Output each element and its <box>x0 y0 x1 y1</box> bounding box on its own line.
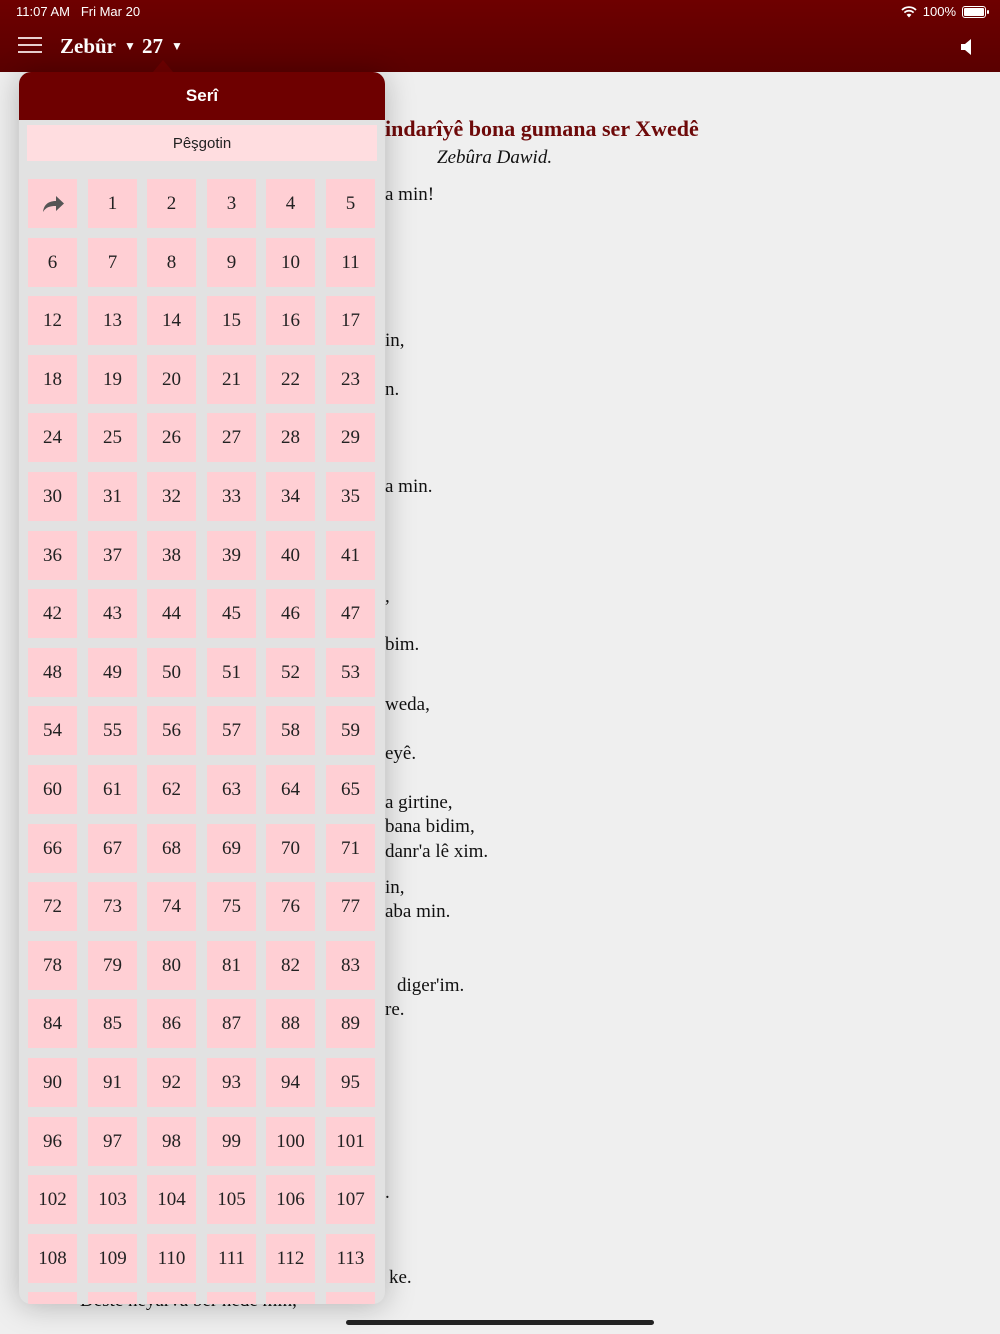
verse-line: . <box>385 1182 390 1203</box>
chapter-cell[interactable] <box>147 179 196 228</box>
chapter-number: 11 <box>341 251 360 273</box>
caret-down-icon: ▼ <box>124 39 136 53</box>
chapter-number: 69 <box>222 837 241 859</box>
chapter-cell[interactable] <box>326 999 375 1048</box>
chapter-cell[interactable] <box>147 648 196 697</box>
chapter-label: 27 <box>142 34 163 58</box>
chapter-cell[interactable] <box>326 296 375 345</box>
chapter-cell-partial[interactable] <box>266 1292 315 1304</box>
chapter-number: 93 <box>222 1071 241 1093</box>
chapter-cell[interactable] <box>147 238 196 287</box>
chapter-number: 34 <box>281 485 300 507</box>
chapter-number: 89 <box>341 1012 360 1034</box>
chapter-number: 78 <box>43 954 62 976</box>
verse-line: bana bidim, <box>385 816 475 837</box>
chapter-cell[interactable] <box>88 1058 137 1107</box>
chapter-cell[interactable] <box>28 941 77 990</box>
chapter-number: 24 <box>43 426 62 448</box>
chapter-number: 82 <box>281 954 300 976</box>
chapter-cell[interactable] <box>147 706 196 755</box>
verse-line: , <box>385 586 390 607</box>
chapter-number: 96 <box>43 1130 62 1152</box>
chapter-cell[interactable] <box>207 1117 256 1166</box>
chapter-cell-partial[interactable] <box>147 1292 196 1304</box>
chapter-cell[interactable] <box>326 1234 375 1283</box>
chapter-cell[interactable] <box>326 1058 375 1107</box>
chapter-cell[interactable] <box>147 1175 196 1224</box>
status-time-label: 11:07 AM <box>16 4 70 19</box>
chapter-number: 44 <box>162 602 181 624</box>
chapter-number: 1 <box>107 192 118 214</box>
chapter-cell[interactable] <box>88 179 137 228</box>
chapter-cell[interactable] <box>326 238 375 287</box>
chapter-number: 94 <box>281 1071 300 1093</box>
verse-line: in, <box>385 877 405 898</box>
chapter-cell[interactable] <box>88 413 137 462</box>
chapter-cell[interactable] <box>147 1058 196 1107</box>
chapter-number: 107 <box>336 1188 365 1210</box>
chapter-number: 37 <box>103 544 122 566</box>
chapter-number: 95 <box>341 1071 360 1093</box>
chapter-cell[interactable] <box>326 355 375 404</box>
battery-percent: 100% <box>922 4 956 19</box>
chapter-cell[interactable] <box>266 1058 315 1107</box>
chapter-number: 62 <box>162 778 181 800</box>
verse-line: eyê. <box>385 743 417 764</box>
chapter-cell[interactable] <box>266 765 315 814</box>
chapter-number: 102 <box>38 1188 67 1210</box>
chapter-number: 15 <box>222 309 241 331</box>
chapter-cell[interactable] <box>326 1117 375 1166</box>
chapter-cell[interactable] <box>266 706 315 755</box>
chapter-cell[interactable] <box>266 179 315 228</box>
verse-line: a girtine, <box>385 792 453 813</box>
chapter-number: 83 <box>341 954 360 976</box>
chapter-number: 3 <box>226 192 237 214</box>
chapter-number: 80 <box>162 954 181 976</box>
chapter-cell[interactable] <box>88 472 137 521</box>
chapter-number: 113 <box>336 1247 365 1269</box>
chapter-cell[interactable] <box>266 413 315 462</box>
chapter-cell[interactable] <box>266 472 315 521</box>
chapter-number: 46 <box>281 602 300 624</box>
chapter-cell[interactable] <box>88 648 137 697</box>
chapter-cell[interactable] <box>266 941 315 990</box>
chapter-cell[interactable] <box>28 1175 77 1224</box>
chapter-cell[interactable] <box>207 765 256 814</box>
chapter-number: 2 <box>166 192 177 214</box>
chapter-number: 81 <box>222 954 241 976</box>
chapter-number: 14 <box>162 309 181 331</box>
chapter-cell[interactable] <box>326 179 375 228</box>
chapter-number: 101 <box>336 1130 365 1152</box>
chapter-cell[interactable] <box>28 706 77 755</box>
chapter-cell[interactable] <box>28 999 77 1048</box>
top-bar <box>0 0 1000 72</box>
chapter-number: 100 <box>276 1130 305 1152</box>
chapter-number: 49 <box>103 661 122 683</box>
chapter-cell[interactable] <box>88 589 137 638</box>
chapter-cell[interactable] <box>147 824 196 873</box>
chapter-number: 33 <box>222 485 241 507</box>
verse-line: a min! <box>385 184 435 205</box>
chapter-cell[interactable] <box>207 648 256 697</box>
chapter-cell[interactable] <box>147 296 196 345</box>
chapter-cell[interactable] <box>207 296 256 345</box>
chapter-cell[interactable] <box>326 472 375 521</box>
chapter-cell[interactable] <box>266 1117 315 1166</box>
chapter-cell[interactable] <box>207 1175 256 1224</box>
chapter-cell[interactable] <box>207 472 256 521</box>
chapter-cell[interactable] <box>88 1117 137 1166</box>
chapter-number: 7 <box>107 251 118 273</box>
chapter-number: 29 <box>341 426 360 448</box>
chapter-number: 66 <box>43 837 62 859</box>
chapter-cell[interactable] <box>147 531 196 580</box>
chapter-number: 54 <box>43 719 62 741</box>
verse-line: in, <box>385 330 405 351</box>
book-selector[interactable] <box>60 34 136 59</box>
chapter-title: indarîyê bona gumana ser Xwedê <box>385 116 699 141</box>
chapter-number: 99 <box>222 1130 241 1152</box>
chapter-cell[interactable] <box>28 882 77 931</box>
verse-line: diger'im. <box>397 975 465 996</box>
chapter-cell-partial[interactable] <box>326 1292 375 1304</box>
chapter-cell[interactable] <box>207 238 256 287</box>
chapter-cell[interactable] <box>28 355 77 404</box>
chapter-number: 36 <box>43 544 62 566</box>
forward-arrow-icon <box>40 193 66 215</box>
chapter-cell[interactable] <box>28 1234 77 1283</box>
chapter-number: 88 <box>281 1012 300 1034</box>
chapter-cell[interactable] <box>266 882 315 931</box>
chapter-number: 27 <box>222 426 241 448</box>
battery-icon <box>962 6 986 18</box>
chapter-cell[interactable] <box>147 472 196 521</box>
chapter-number: 45 <box>222 602 241 624</box>
chapter-number: 109 <box>98 1247 127 1269</box>
chapter-number: 31 <box>103 485 122 507</box>
verse-line: aba min. <box>385 901 451 922</box>
chapter-number: 73 <box>103 895 122 917</box>
chapter-number: 110 <box>157 1247 186 1269</box>
chapter-number: 10 <box>281 251 300 273</box>
chapter-number: 103 <box>98 1188 127 1210</box>
status-date-label: Fri Mar 20 <box>80 4 141 19</box>
chapter-cell[interactable] <box>88 706 137 755</box>
chapter-number: 41 <box>341 544 360 566</box>
chapter-number: 50 <box>162 661 181 683</box>
chapter-number: 64 <box>281 778 300 800</box>
chapter-cell[interactable] <box>28 531 77 580</box>
menu-icon[interactable] <box>18 37 42 55</box>
chapter-cell[interactable] <box>88 824 137 873</box>
chapter-number: 53 <box>341 661 360 683</box>
book-label: Zebûr <box>60 34 117 58</box>
chapter-cell[interactable] <box>207 882 256 931</box>
verse-line: re. <box>385 999 405 1020</box>
chapter-number: 4 <box>285 192 296 214</box>
chapter-cell[interactable] <box>207 999 256 1048</box>
chapter-number: 56 <box>162 719 181 741</box>
chapter-number: 57 <box>222 719 241 741</box>
chapter-cell[interactable] <box>88 882 137 931</box>
chapter-number: 26 <box>162 426 181 448</box>
chapter-number: 21 <box>222 368 241 390</box>
chapter-cell[interactable] <box>147 765 196 814</box>
chapter-cell[interactable] <box>88 1234 137 1283</box>
chapter-number: 6 <box>47 251 58 273</box>
chapter-cell[interactable] <box>147 413 196 462</box>
chapter-cell[interactable] <box>326 765 375 814</box>
chapter-cell[interactable] <box>207 706 256 755</box>
chapter-cell[interactable] <box>266 531 315 580</box>
chapter-cell[interactable] <box>28 589 77 638</box>
chapter-number: 23 <box>341 368 360 390</box>
chapter-number: 8 <box>166 251 177 273</box>
chapter-cell[interactable] <box>326 706 375 755</box>
verse-line: n. <box>385 379 400 400</box>
chapter-number: 28 <box>281 426 300 448</box>
chapter-number: 111 <box>217 1247 246 1269</box>
chapter-subtitle: Zebûra Dawid. <box>437 147 553 168</box>
chapter-number: 70 <box>281 837 300 859</box>
chapter-cell[interactable] <box>28 472 77 521</box>
chapter-number: 39 <box>222 544 241 566</box>
speaker-icon[interactable] <box>960 38 976 56</box>
chapter-cell[interactable] <box>28 765 77 814</box>
chapter-cell[interactable] <box>266 1234 315 1283</box>
chapter-cell[interactable] <box>326 589 375 638</box>
chapter-cell[interactable] <box>88 941 137 990</box>
chapter-picker-popover <box>19 72 385 1304</box>
chapter-cell[interactable] <box>326 1175 375 1224</box>
chapter-number: 63 <box>222 778 241 800</box>
chapter-number: 35 <box>341 485 360 507</box>
chapter-cell[interactable] <box>326 531 375 580</box>
chapter-cell[interactable] <box>28 824 77 873</box>
chapter-number: 17 <box>341 309 360 331</box>
chapter-number: 72 <box>43 895 62 917</box>
chapter-number: 90 <box>43 1071 62 1093</box>
chapter-number: 92 <box>162 1071 181 1093</box>
status-time <box>16 4 140 19</box>
chapter-cell[interactable] <box>147 355 196 404</box>
chapter-cell[interactable] <box>28 1058 77 1107</box>
chapter-cell[interactable] <box>207 413 256 462</box>
chapter-number: 42 <box>43 602 62 624</box>
popover-header: Serî <box>19 72 385 120</box>
chapter-cell[interactable] <box>28 648 77 697</box>
verse-line: bim. <box>385 634 420 655</box>
chapter-number: 47 <box>341 602 360 624</box>
chapter-cell[interactable] <box>147 999 196 1048</box>
introduction-button[interactable]: Pêşgotin <box>27 125 377 161</box>
chapter-number: 87 <box>222 1012 241 1034</box>
chapter-number: 5 <box>345 192 356 214</box>
chapter-number: 97 <box>103 1130 122 1152</box>
chapter-number: 108 <box>38 1247 67 1269</box>
chapter-number: 61 <box>103 778 122 800</box>
chapter-number: 43 <box>103 602 122 624</box>
chapter-number: 105 <box>217 1188 246 1210</box>
chapter-cell[interactable] <box>147 589 196 638</box>
chapter-number: 85 <box>103 1012 122 1034</box>
chapter-number: 25 <box>103 426 122 448</box>
chapter-cell[interactable] <box>88 1175 137 1224</box>
chapter-number: 19 <box>103 368 122 390</box>
chapter-number: 32 <box>162 485 181 507</box>
chapter-number: 51 <box>222 661 241 683</box>
chapter-cell[interactable] <box>28 1117 77 1166</box>
forward-arrow-icon[interactable] <box>28 179 77 228</box>
chapter-cell[interactable] <box>207 941 256 990</box>
chapter-number: 68 <box>162 837 181 859</box>
chapter-cell[interactable] <box>207 179 256 228</box>
chapter-cell-partial[interactable] <box>88 1292 137 1304</box>
chapter-number: 86 <box>162 1012 181 1034</box>
chapter-number: 112 <box>276 1247 305 1269</box>
chapter-cell[interactable] <box>88 765 137 814</box>
chapter-cell[interactable] <box>266 238 315 287</box>
chapter-number: 65 <box>341 778 360 800</box>
caret-down-icon: ▼ <box>171 39 183 53</box>
chapter-cell[interactable] <box>207 531 256 580</box>
chapter-cell[interactable] <box>266 648 315 697</box>
chapter-cell[interactable] <box>326 882 375 931</box>
chapter-cell[interactable] <box>326 941 375 990</box>
chapter-cell[interactable] <box>28 238 77 287</box>
chapter-cell[interactable] <box>207 589 256 638</box>
chapter-cell[interactable] <box>207 1058 256 1107</box>
chapter-number: 71 <box>341 837 360 859</box>
chapter-cell[interactable] <box>326 648 375 697</box>
chapter-number: 20 <box>162 368 181 390</box>
chapter-cell[interactable] <box>88 999 137 1048</box>
chapter-number: 16 <box>281 309 300 331</box>
chapter-cell[interactable] <box>207 824 256 873</box>
chapter-cell[interactable] <box>147 882 196 931</box>
chapter-number: 22 <box>281 368 300 390</box>
popover-arrow <box>153 60 173 72</box>
chapter-number: 38 <box>162 544 181 566</box>
chapter-cell[interactable] <box>266 1175 315 1224</box>
chapter-number: 30 <box>43 485 62 507</box>
chapter-number: 52 <box>281 661 300 683</box>
chapter-number: 104 <box>157 1188 186 1210</box>
chapter-cell[interactable] <box>266 355 315 404</box>
chapter-number: 91 <box>103 1071 122 1093</box>
verse-line: danr'a lê xim. <box>385 841 489 862</box>
chapter-number: 84 <box>43 1012 62 1034</box>
chapter-cell[interactable] <box>266 589 315 638</box>
chapter-cell[interactable] <box>28 296 77 345</box>
chapter-cell-partial[interactable] <box>207 1292 256 1304</box>
chapter-number: 59 <box>341 719 360 741</box>
chapter-number: 60 <box>43 778 62 800</box>
chapter-cell[interactable] <box>147 1234 196 1283</box>
chapter-number: 55 <box>103 719 122 741</box>
wifi-icon <box>901 6 917 18</box>
chapter-number: 40 <box>281 544 300 566</box>
chapter-cell[interactable] <box>266 296 315 345</box>
chapter-cell[interactable] <box>266 999 315 1048</box>
chapter-number: 67 <box>103 837 122 859</box>
chapter-cell[interactable] <box>326 413 375 462</box>
status-right <box>901 4 986 19</box>
chapter-cell[interactable] <box>326 824 375 873</box>
home-indicator <box>346 1320 654 1325</box>
chapter-number: 12 <box>43 309 62 331</box>
chapter-number: 9 <box>226 251 237 273</box>
chapter-cell-partial[interactable] <box>28 1292 77 1304</box>
chapter-number: 48 <box>43 661 62 683</box>
chapter-number: 58 <box>281 719 300 741</box>
verse-line: a min. <box>385 476 433 497</box>
chapter-number: 98 <box>162 1130 181 1152</box>
chapter-selector[interactable] <box>142 34 183 59</box>
chapter-number: 76 <box>281 895 300 917</box>
chapter-cell[interactable] <box>88 238 137 287</box>
chapter-cell[interactable] <box>207 1234 256 1283</box>
chapter-number: 74 <box>162 895 181 917</box>
chapter-number: 13 <box>103 309 122 331</box>
chapter-cell[interactable] <box>88 531 137 580</box>
chapter-number: 106 <box>276 1188 305 1210</box>
chapter-cell[interactable] <box>88 296 137 345</box>
chapter-number: 18 <box>43 368 62 390</box>
chapter-number: 79 <box>103 954 122 976</box>
chapter-cell[interactable] <box>266 824 315 873</box>
chapter-cell[interactable] <box>147 941 196 990</box>
verse-line: ke. <box>389 1267 412 1288</box>
chapter-number: 77 <box>341 895 360 917</box>
verse-line: weda, <box>385 694 430 715</box>
chapter-cell[interactable] <box>207 355 256 404</box>
chapter-cell[interactable] <box>28 413 77 462</box>
chapter-cell[interactable] <box>88 355 137 404</box>
chapter-number: 75 <box>222 895 241 917</box>
chapter-cell[interactable] <box>147 1117 196 1166</box>
